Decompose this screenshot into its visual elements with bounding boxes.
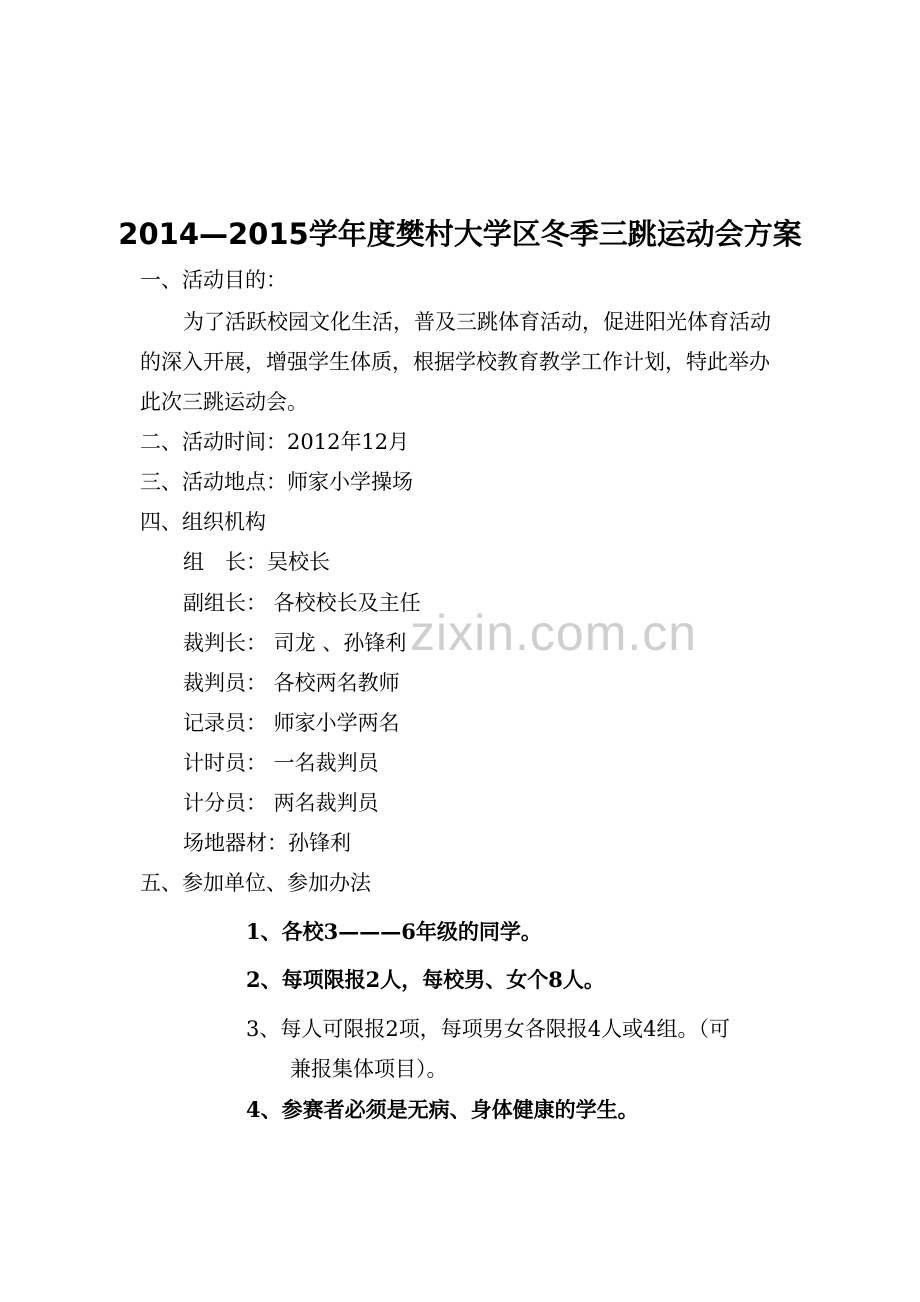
org-recorders: 记录员： 师家小学两名 <box>183 711 400 735</box>
rule-3-line-2: 兼报集体项目）。 <box>290 1057 448 1081</box>
org-chief-referee: 裁判长： 司龙 、孙锋利 <box>183 631 407 655</box>
section-1-paragraph-line-3: 此次三跳运动会。 <box>140 390 308 414</box>
section-5-heading: 五、参加单位、参加办法 <box>140 871 371 895</box>
rule-2: 2、每项限报2人，每校男、女个8人。 <box>246 967 605 992</box>
org-leader: 组 长：吴校长 <box>183 550 330 574</box>
rule-4: 4、参赛者必须是无病、身体健康的学生。 <box>246 1097 639 1122</box>
org-deputy-leader: 副组长： 各校校长及主任 <box>183 591 421 615</box>
watermark: zixin.com.cn <box>410 605 698 661</box>
section-1-heading: 一、活动目的： <box>140 268 287 292</box>
section-4-heading: 四、组织机构 <box>140 510 266 534</box>
document-title: 2014—2015学年度樊村大学区冬季三跳运动会方案 <box>118 217 802 251</box>
section-3-place: 三、活动地点：师家小学操场 <box>140 470 413 494</box>
section-1-paragraph-line-2: 的深入开展，增强学生体质，根据学校教育教学工作计划，特此举办 <box>140 350 770 374</box>
rule-1: 1、各校3———6年级的同学。 <box>246 919 542 944</box>
rule-3-line-1: 3、每人可限报2项，每项男女各限报4人或4组。（可 <box>246 1017 730 1041</box>
org-venue-equipment: 场地器材：孙锋利 <box>183 831 351 855</box>
org-timekeeper: 计时员： 一名裁判员 <box>183 751 379 775</box>
org-scorekeepers: 计分员： 两名裁判员 <box>183 791 379 815</box>
section-2-time: 二、活动时间：2012年12月 <box>140 430 410 454</box>
org-referees: 裁判员： 各校两名教师 <box>183 671 400 695</box>
section-1-paragraph-line-1: 为了活跃校园文化生活，普及三跳体育活动，促进阳光体育活动 <box>183 310 771 334</box>
